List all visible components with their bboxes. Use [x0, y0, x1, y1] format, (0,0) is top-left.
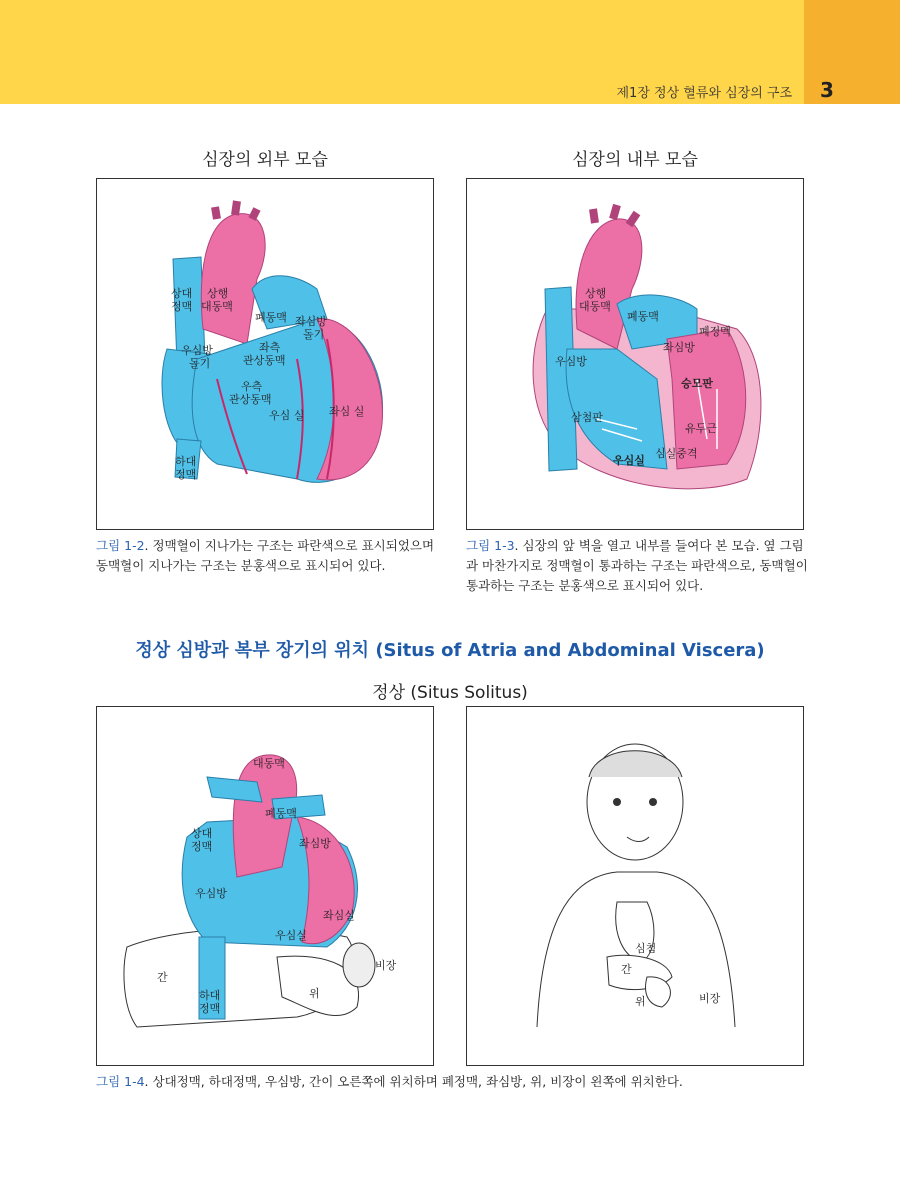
fig4-ivc-label-1: 하대 — [199, 989, 221, 1002]
fig3-la-label: 좌심방 — [663, 341, 695, 354]
figure-2-caption-number: 그림 1-2 — [96, 538, 145, 553]
fig3-aorta-label-2: 대동맥 — [579, 300, 611, 313]
fig4-child-spleen-label: 비장 — [699, 992, 721, 1005]
figure-2-caption — [96, 536, 438, 576]
section-subtitle: 정상 (Situs Solitus) — [372, 683, 528, 703]
figure-2-title: 심장의 외부 모습 — [202, 150, 328, 170]
heart-interior-illustration — [467, 179, 803, 529]
fig4-child-heart-label: 심첨 — [635, 942, 657, 955]
fig4-pulmonary-label: 폐동맥 — [265, 807, 297, 820]
fig2-right-coronary-label-2: 관상동맥 — [229, 393, 272, 406]
figure-4-right-frame — [466, 706, 804, 1066]
figure-4-caption-number: 그림 1-4 — [96, 1074, 145, 1089]
page-number-tab — [804, 0, 900, 104]
fig4-child-liver-label: 간 — [621, 963, 632, 976]
fig4-svc-label-1: 상대 — [191, 827, 213, 840]
figure-2-frame — [96, 178, 434, 530]
section-title: 정상 심방과 복부 장기의 위치 (Situs of Atria and Abdominal Viscera) — [135, 640, 765, 661]
fig4-rv-label: 우심실 — [275, 929, 307, 942]
fig3-pulmonary-label: 폐동맥 — [627, 310, 659, 323]
situs-heart-illustration — [97, 707, 433, 1065]
fig4-ra-label: 우심방 — [195, 887, 227, 900]
fig3-papillary-label: 유두근 — [685, 422, 717, 435]
fig2-left-coronary-label-1: 좌측 — [259, 341, 281, 354]
figure-3-title: 심장의 내부 모습 — [572, 150, 698, 170]
fig3-mitral-label: 승모판 — [681, 377, 713, 390]
fig4-ivc-label-2: 정맥 — [199, 1002, 221, 1015]
fig4-spleen-label: 비장 — [375, 959, 397, 972]
fig2-aorta-label-2: 대동맥 — [201, 300, 233, 313]
fig3-tricuspid-label: 삼첨판 — [571, 411, 603, 424]
fig2-aorta-label-1: 상행 — [207, 287, 229, 300]
fig3-septum-label: 심실중격 — [655, 447, 698, 460]
figure-4-left-frame — [96, 706, 434, 1066]
fig4-svc-label-2: 정맥 — [191, 840, 213, 853]
fig2-right-coronary-label-1: 우측 — [241, 380, 263, 393]
fig4-stomach-label: 위 — [309, 987, 320, 1000]
fig4-lv-label: 좌심실 — [323, 909, 355, 922]
chapter-title: 제1장 정상 혈류와 심장의 구조 — [616, 86, 792, 101]
figure-4-caption-text: . 상대정맥, 하대정맥, 우심방, 간이 오른쪽에 위치하며 폐정맥, 좌심방, 위, 비장이 왼쪽에 위치한다. — [144, 1074, 683, 1089]
figure-3-caption-text: . 심장의 앞 벽을 열고 내부를 들여다 본 모습. 옆 그림과 마찬가지로 정맥혈이 통과하는 구조는 파란색으로, 동맥혈이 통과하는 구조는 분홍색으로 표시되어 있다. — [466, 538, 808, 593]
fig2-svc-label-2: 정맥 — [171, 300, 193, 313]
child-situs-illustration — [467, 707, 803, 1065]
fig3-pulm-vein-label: 폐정맥 — [699, 325, 731, 338]
figure-2-caption-text: . 정맥혈이 지나가는 구조는 파란색으로 표시되었으며 동맥혈이 지나가는 구조는 분홍색으로 표시되어 있다. — [96, 538, 435, 573]
fig3-rv-label: 우심실 — [613, 454, 645, 467]
fig2-right-atrial-app-label-2: 돌기 — [189, 357, 211, 370]
fig2-left-coronary-label-2: 관상동맥 — [243, 354, 286, 367]
fig2-left-atrial-app-label-1: 좌심방 — [295, 315, 327, 328]
figure-3-caption — [466, 536, 808, 596]
figure-4-caption — [96, 1072, 806, 1092]
fig4-aorta-label: 대동맥 — [253, 757, 285, 770]
fig3-aorta-label-1: 상행 — [585, 287, 607, 300]
fig2-ivc-label-2: 정맥 — [175, 468, 197, 481]
fig2-ivc-label-1: 하대 — [175, 455, 197, 468]
fig2-pulmonary-label: 폐동맥 — [255, 311, 287, 324]
fig2-rv-label: 우심 실 — [269, 409, 305, 422]
figure-3-caption-number: 그림 1-3 — [466, 538, 515, 553]
heart-exterior-illustration — [97, 179, 433, 529]
fig2-lv-label: 좌심 실 — [329, 405, 365, 418]
fig3-ra-label: 우심방 — [555, 355, 587, 368]
fig4-liver-label: 간 — [157, 971, 168, 984]
fig2-right-atrial-app-label-1: 우심방 — [181, 344, 213, 357]
fig4-child-stomach-label: 위 — [635, 995, 646, 1008]
fig4-la-label: 좌심방 — [299, 837, 331, 850]
fig2-left-atrial-app-label-2: 돌기 — [303, 328, 325, 341]
page-number: 3 — [820, 78, 834, 102]
fig2-svc-label-1: 상대 — [171, 287, 193, 300]
figure-3-frame — [466, 178, 804, 530]
